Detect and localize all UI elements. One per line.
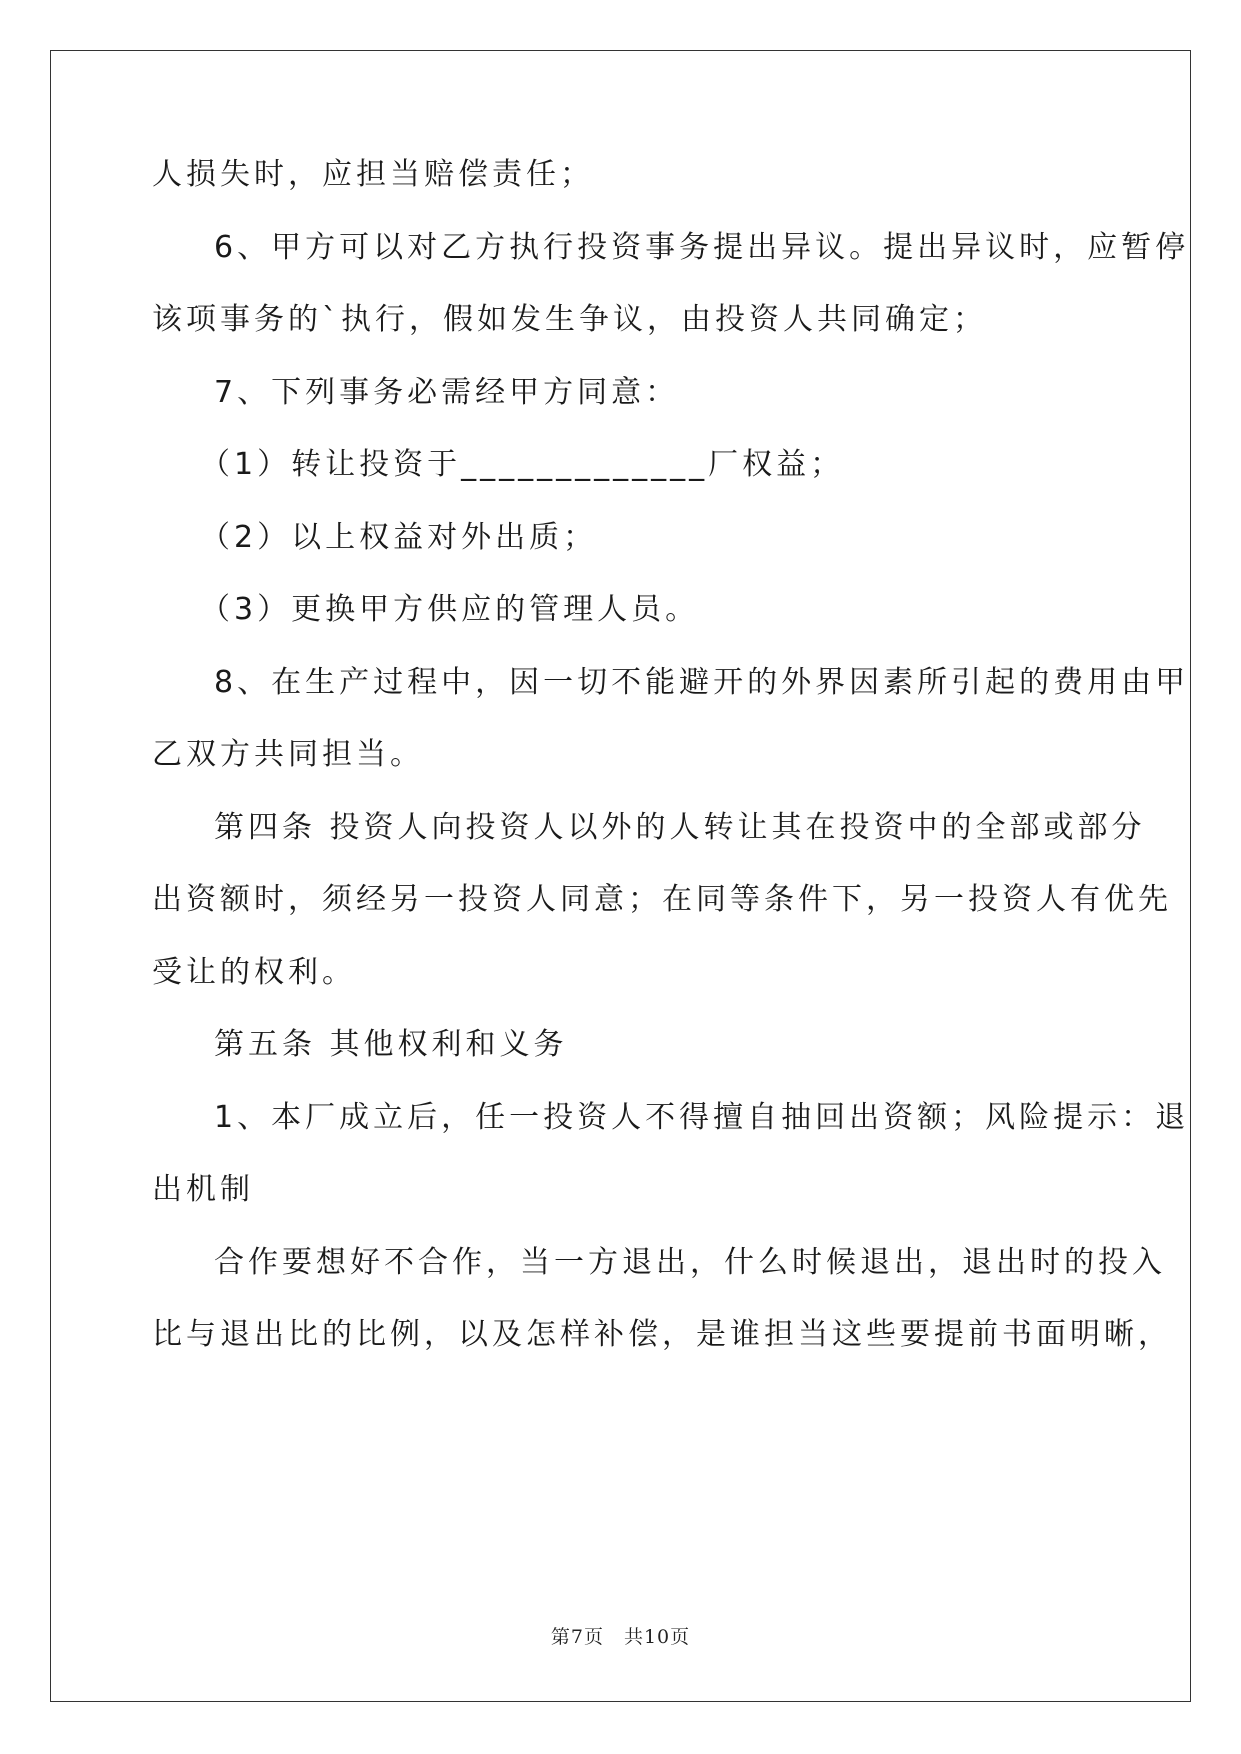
text-line: 8、在生产过程中，因一切不能避开的外界因素所引起的费用由甲 bbox=[214, 665, 1190, 700]
text-line: 受让的权利。 bbox=[152, 955, 356, 990]
text-line: 1、本厂成立后，任一投资人不得擅自抽回出资额；风险提示：退 bbox=[214, 1100, 1190, 1135]
text-line: 出机制 bbox=[152, 1172, 254, 1207]
text-line: （1）转让投资于_____________厂权益； bbox=[200, 447, 845, 482]
text-line: 人损失时，应担当赔偿责任； bbox=[152, 157, 594, 192]
text-line: 6、甲方可以对乙方执行投资事务提出异议。提出异议时，应暂停 bbox=[214, 230, 1190, 265]
text-line: （3）更换甲方供应的管理人员。 bbox=[200, 592, 700, 627]
text-line: 第五条 其他权利和义务 bbox=[214, 1027, 568, 1062]
text-line: 出资额时，须经另一投资人同意；在同等条件下，另一投资人有优先 bbox=[152, 882, 1172, 917]
text-line: 7、下列事务必需经甲方同意： bbox=[214, 375, 680, 410]
text-line: 该项事务的`执行，假如发生争议，由投资人共同确定； bbox=[152, 302, 987, 337]
text-line: （2）以上权益对外出质； bbox=[200, 520, 598, 555]
text-line: 合作要想好不合作，当一方退出，什么时候退出，退出时的投入 bbox=[214, 1245, 1166, 1280]
page-border bbox=[50, 50, 1191, 1702]
text-line: 第四条 投资人向投资人以外的人转让其在投资中的全部或部分 bbox=[214, 810, 1146, 845]
text-line: 乙双方共同担当。 bbox=[152, 737, 424, 772]
text-line: 比与退出比的比例，以及怎样补偿，是谁担当这些要提前书面明晰， bbox=[152, 1317, 1172, 1352]
page-number-footer: 第7页 共10页 bbox=[550, 1626, 691, 1648]
